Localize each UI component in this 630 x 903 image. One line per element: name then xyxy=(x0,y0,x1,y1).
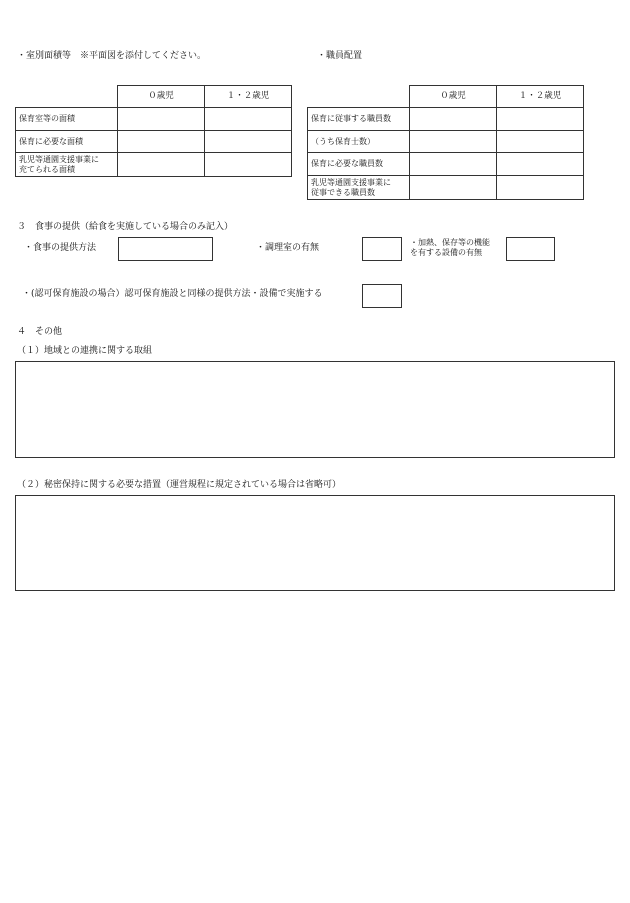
area-row-label: 乳児等通園支援事業に 充てられる面積 xyxy=(16,153,118,177)
staff-cell[interactable] xyxy=(497,108,584,131)
community-label: （１）地域との連携に関する取組 xyxy=(17,346,153,356)
kitchen-field[interactable] xyxy=(362,237,402,261)
confidentiality-label: （２）秘密保持に関する必要な措置（運営規程に規定されている場合は省略可） xyxy=(17,480,342,490)
staff-cell[interactable] xyxy=(497,176,584,200)
meal-heading: ３ 食事の提供（給食を実施している場合のみ記入） xyxy=(17,222,234,232)
equipment-field[interactable] xyxy=(506,237,555,261)
other-heading: ４ その他 xyxy=(17,327,63,337)
staff-row-label: （うち保育士数） xyxy=(308,131,410,153)
area-table xyxy=(15,85,292,177)
staff-cell[interactable] xyxy=(497,153,584,176)
staff-cell[interactable] xyxy=(410,131,497,153)
area-cell[interactable] xyxy=(118,153,205,177)
certified-field[interactable] xyxy=(362,284,402,308)
community-textarea[interactable] xyxy=(15,361,615,458)
meal-method-label: ・食事の提供方法 xyxy=(24,243,97,253)
staff-cell[interactable] xyxy=(410,153,497,176)
area-cell[interactable] xyxy=(118,131,205,153)
staff-row-label: 保育に必要な職員数 xyxy=(308,153,410,176)
staff-cell[interactable] xyxy=(410,108,497,131)
staff-row-label: 保育に従事する職員数 xyxy=(308,108,410,131)
area-col-0: ０歳児 xyxy=(118,86,205,108)
area-cell[interactable] xyxy=(205,108,292,131)
area-col-1: １・２歳児 xyxy=(205,86,292,108)
staff-table xyxy=(307,85,584,200)
staff-col-1: １・２歳児 xyxy=(497,86,584,108)
area-cell[interactable] xyxy=(205,131,292,153)
equipment-label: ・加熱、保存等の機能 を有する設備の有無 xyxy=(410,238,490,257)
staff-row-label: 乳児等通園支援事業に 従事できる職員数 xyxy=(308,176,410,200)
staff-heading: ・職員配置 xyxy=(317,51,363,61)
staff-col-0: ０歳児 xyxy=(410,86,497,108)
area-heading: ・室別面積等 ※平面図を添付してください。 xyxy=(17,51,207,61)
area-row-label: 保育室等の面積 xyxy=(16,108,118,131)
area-cell[interactable] xyxy=(205,153,292,177)
area-row-label: 保育に必要な面積 xyxy=(16,131,118,153)
meal-method-field[interactable] xyxy=(118,237,213,261)
kitchen-label: ・調理室の有無 xyxy=(256,243,320,253)
certified-label: ・(認可保育施設の場合）認可保育施設と同様の提供方法・設備で実施する xyxy=(22,289,323,299)
confidentiality-textarea[interactable] xyxy=(15,495,615,591)
staff-cell[interactable] xyxy=(497,131,584,153)
area-cell[interactable] xyxy=(118,108,205,131)
staff-cell[interactable] xyxy=(410,176,497,200)
